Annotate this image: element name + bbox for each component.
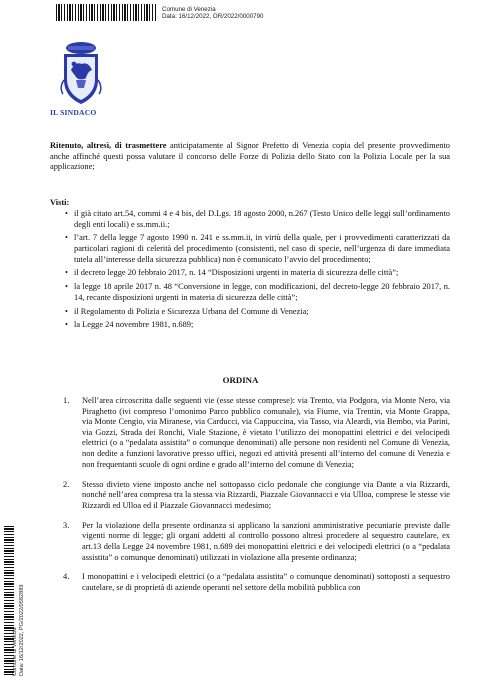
intro-bold: Ritenuto, altresì, di trasmettere (50, 141, 167, 150)
ordina-list (50, 396, 450, 603)
visti-item: • la Legge 24 novembre 1981, n.689; (65, 320, 194, 330)
stamp-line-2: Data: 16/12/2022, OR/2022/0000790 (162, 13, 264, 20)
visti-item: • l’art. 7 della legge 7 agosto 1990 n. 241 e ss.mm.ii, in virtù della quale, per i provvedimenti caratterizzati da particolari ragioni di celerità del procedimento (consistenti, nel caso di specie, nell’urgenza di dare immediata tutela all’interesse della sicurezza pubblica) non è comunicato l’avvio del procedimento; (65, 233, 450, 264)
ordina-heading: ORDINA (222, 375, 259, 385)
visti-item: • il decreto legge 20 febbraio 2017, n. 14 “Disposizioni urgenti in materia di sicurezza delle città”; (65, 268, 399, 278)
ordina-item: 3. Per la violazione della presente ordinanza si applicano la sanzioni amministrative pecuniarie previste dalle vigenti norme di legge; gli organi addetti al controllo possono altresì procedere al sequestro cautelare, ex art.13 della Legge 24 novembre 1981, n.689 dei monopattini elettrici e dei velocipedi elettrici (o a “pedalata assistita” o comunque denominati) utilizzati in violazione alla presente ordinanza; (63, 520, 450, 562)
side-stamp-line-2: Data: 16/12/2022, PG/2022/0582889 (18, 584, 25, 676)
protocol-stamp (162, 6, 264, 20)
stamp-line-1: Comune di Venezia (162, 6, 216, 13)
ordina-item: 4. I monopattini e i velocipedi elettrici (o a “pedalata assistita” o comunque denominati) sottoposti a sequestro cautelare, se di proprietà di aziende operanti nel settore della mobilità pubblica con (63, 572, 450, 593)
visti-list (50, 209, 450, 334)
mayor-heading: IL SINDACO (50, 108, 97, 117)
visti-heading: Visti: (50, 198, 70, 207)
side-protocol-stamp (12, 585, 25, 680)
document-barcode (56, 4, 156, 21)
visti-item: • il Regolamento di Polizia e Sicurezza Urbana del Comune di Venezia; (65, 306, 309, 316)
ordina-item: 2. Stesso divieto viene imposto anche nel sottopasso ciclo pedonale che congiunge via Dante a via Rizzardi, nonché nell’area compresa tra la stessa via Rizzardi, Piazzale Giovannacci e via Ulloa, comprese le stesse vie Rizzardi ed Ulloa ed il Piazzale Giovannacci medesimo; (63, 479, 450, 510)
visti-item: • il già citato art.54, commi 4 e 4 bis, del D.Lgs. 18 agosto 2000, n.267 (Testo Unico delle leggi sull’ordinamento degli enti locali) e ss.mm.ii.; (65, 209, 450, 229)
city-crest-emblem (58, 40, 104, 106)
ordina-item: 1. Nell’area circoscritta dalle seguenti vie (esse stesse comprese): via Trento, via Podgora, via Monte Nero, via Piraghetto (ivi compreso l’omonimo Parco pubblico comunale), via Fiume, via Trentin, via Monte Grappa, via Monte Cengio, via Miranese, via Carducci, via Cappuccina, via Tasso, via Aleardi, via Bembo, via Parini, via Gozzi, Strada dei Ronchi, Viale Stazione, è vietato l’utilizzo dei monopattini elettrici e dei velocipedi elettrici (o a “pedalata assistita” o comunque denominati) alle persone non residenti nel Comune di Venezia, non dedite a funzioni lavorative presso uffici, negozi ed attività presenti all’interno del comune di Venezia e non frequentanti scuole di ogni ordine e grado all’interno del comune di Venezia; (63, 396, 450, 469)
intro-text: anticipatamente al Signor Prefetto di Venezia copia del presente provvedimento anche affinché questi possa valutare il concorso delle Forze di Polizia dello Stato con la Polizia Locale per la sua applicazione; (50, 141, 450, 172)
visti-item: • la legge 18 aprile 2017 n. 48 “Conversione in legge, con modificazioni, del decreto-legge 20 febbraio 2017, n. 14, recante disposizioni urgenti in materia di sicurezza delle città”; (65, 282, 450, 302)
intro-paragraph (50, 141, 450, 173)
side-stamp-line-1: Comune di Venezia (12, 627, 18, 676)
